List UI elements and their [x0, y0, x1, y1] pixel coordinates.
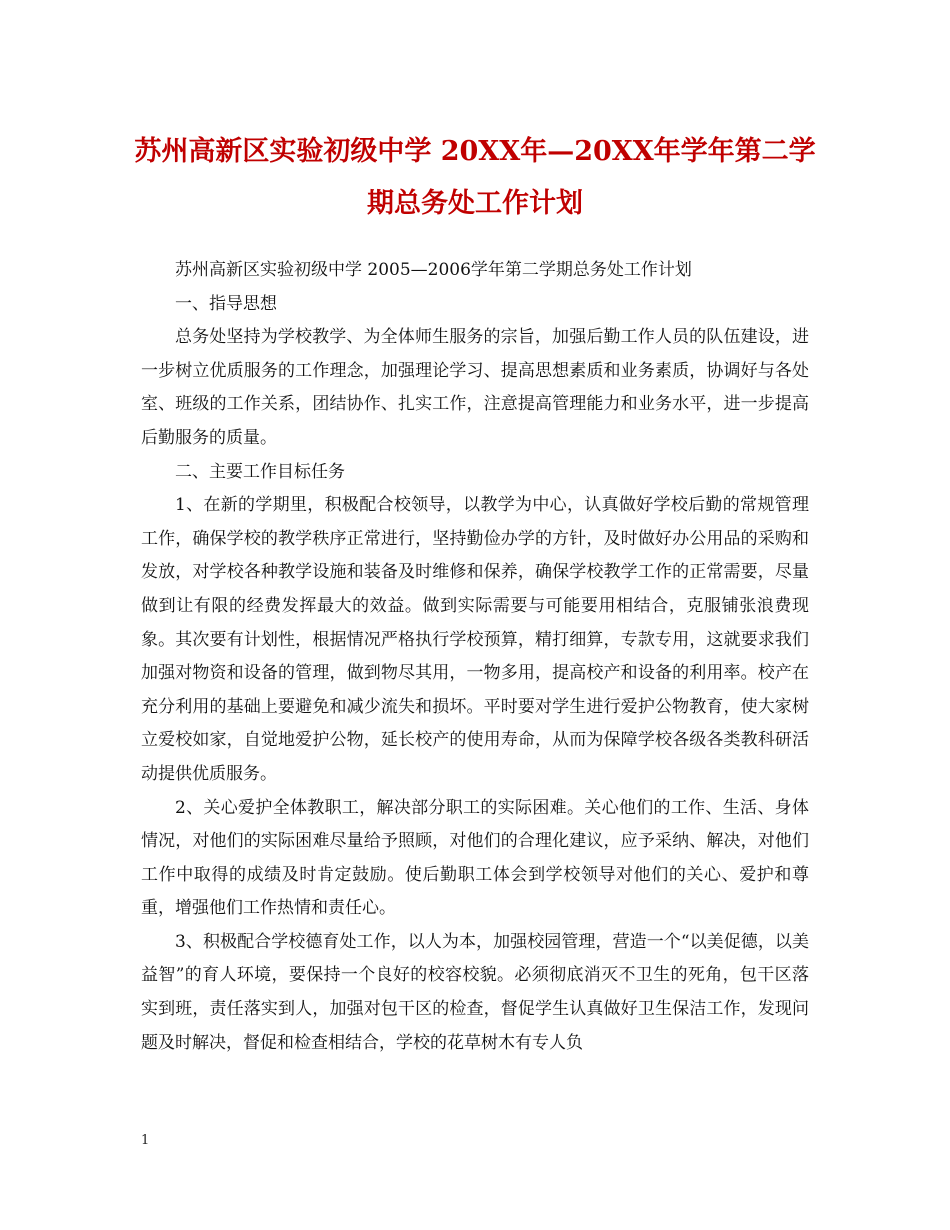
section-heading-main-tasks: 二、主要工作目标任务 — [175, 461, 345, 482]
title-line-2: 期总务处工作计划 — [367, 188, 583, 219]
document-title — [130, 126, 820, 230]
paragraph-task-1: 1、在新的学期里，积极配合校领导，以教学为中心，认真做好学校后勤的常规管理工作，确保学校的教学秩序正常进行，坚持勤俭办学的方针，及时做好办公用品的采购和发放，对学校各种教学设施和装备及时维修和保养，确保学校教学工作的正常需要，尽量做到让有限的经费发挥最大的效益。做到实际需要与可能要用相结合，克服铺张浪费现象。其次要有计划性，根据情况严格执行学校预算，精打细算，专款专用，这就要求我们加强对物资和设备的管理，做到物尽其用，一物多用，提高校产和设备的利用率。校产在充分利用的基础上要避免和减少流失和损坏。平时要对学生进行爱护公物教育，使大家树立爱校如家，自觉地爱护公物，延长校产的使用寿命，从而为保障学校各级各类教科研活动提供优质服务。 — [141, 495, 809, 784]
page-number: 1 — [141, 1133, 150, 1148]
paragraph-guiding-thought: 总务处坚持为学校教学、为全体师生服务的宗旨，加强后勤工作人员的队伍建设，进一步树立优质服务的工作理念，加强理论学习、提高思想素质和业务素质，协调好与各处室、班级的工作关系，团结协作、扎实工作，注意提高管理能力和业务水平，进一步提高后勤服务的质量。 — [141, 327, 809, 448]
document-body — [141, 254, 809, 1060]
paragraph-task-3: 3、积极配合学校德育处工作，以人为本，加强校园管理，营造一个“以美促德，以美益智”的育人环境，要保持一个良好的校容校貌。必须彻底消灭不卫生的死角，包干区落实到班，责任落实到人，加强对包干区的检查，督促学生认真做好卫生保洁工作，发现问题及时解决，督促和检查相结合，学校的花草树木有专人负 — [141, 931, 809, 1053]
title-line-1: 苏州高新区实验初级中学 20XX年—20XX年学年第二学 — [134, 136, 816, 167]
paragraph-task-2: 2、关心爱护全体教职工，解决部分职工的实际困难。关心他们的工作、生活、身体情况，对他们的实际困难尽量给予照顾，对他们的合理化建议，应予采纳、解决，对他们工作中取得的成绩及时肯定鼓励。使后勤职工体会到学校领导对他们的关心、爱护和尊重，增强他们工作热情和责任心。 — [141, 797, 809, 919]
subtitle-paragraph: 苏州高新区实验初级中学 2005—2006学年第二学期总务处工作计划 — [175, 260, 692, 280]
section-heading-guiding-thought: 一、指导思想 — [175, 293, 277, 314]
